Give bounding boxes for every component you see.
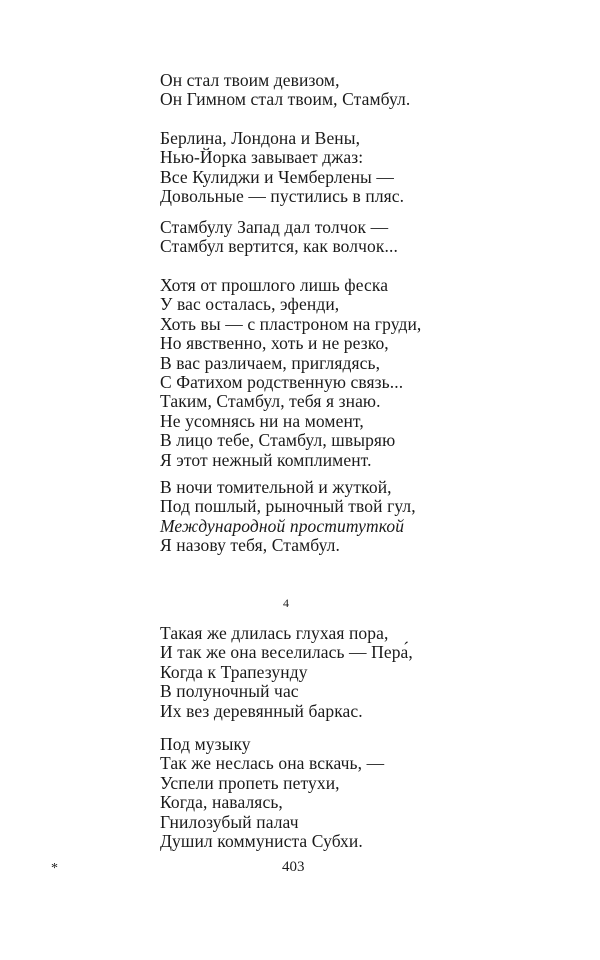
page-number: 403: [282, 859, 305, 875]
poem-line: Когда к Трапезунду: [160, 661, 308, 682]
poem-line: Хотя от прошлого лишь феска: [160, 275, 389, 295]
poem-line: Таким, Стамбул, тебя я знаю.: [160, 391, 381, 412]
poem-line: Стамбул вертится, как волчок...: [160, 236, 398, 257]
poem-line: Так же неслась она вскачь, —: [160, 753, 385, 774]
poem-line: Я этот нежный комплимент.: [160, 449, 372, 470]
stanza-4: [160, 276, 421, 470]
poem-line: С Фатихом родственную связь...: [160, 372, 404, 393]
poem-line: Берлина, Лондона и Вены,: [160, 128, 361, 148]
stanza-2: [160, 129, 404, 207]
poem-line: Не усомнясь ни на момент,: [160, 410, 364, 431]
poem-line: В вас различаем, приглядясь,: [160, 352, 381, 373]
poem-line: Он Гимном стал твоим, Стамбул.: [160, 89, 411, 110]
poem-line: Под музыку: [160, 734, 251, 754]
margin-mark: *: [51, 861, 58, 876]
stanza-6: [160, 624, 413, 721]
poem-line: Он стал твоим девизом,: [160, 70, 340, 90]
poem-line: Я назову тебя, Стамбул.: [160, 535, 340, 556]
poem-line: Но явственно, хоть и не резко,: [160, 333, 389, 354]
poem-line: В полуночный час: [160, 681, 299, 702]
poem-line: И так же она веселилась — Пера́,: [160, 642, 413, 663]
poem-line: Когда, навалясь,: [160, 792, 283, 813]
poem-line: Все Кулиджи и Чемберлены —: [160, 166, 394, 187]
poem-line: Стамбулу Запад дал толчок —: [160, 217, 389, 237]
stanza-5: [160, 478, 416, 556]
section-number: 4: [283, 596, 289, 610]
poem-line: Их вез деревянный баркас.: [160, 700, 363, 721]
poem-line: Гнилозубый палач: [160, 811, 299, 832]
poem-line: Душил коммуниста Субхи.: [160, 831, 363, 852]
poem-line-italic: Международной проституткой: [160, 515, 405, 536]
stanza-3: [160, 218, 398, 257]
poem-line: Хоть вы — с пластроном на груди,: [160, 313, 422, 334]
poem-line: Успели пропеть петухи,: [160, 772, 340, 793]
poem-line: Такая же длилась глухая пора,: [160, 623, 389, 643]
poem-line: В лицо тебе, Стамбул, швыряю: [160, 430, 396, 451]
poem-line: Довольные — пустились в пляс.: [160, 186, 405, 207]
stanza-1: [160, 71, 410, 110]
poem-line: В ночи томительной и жуткой,: [160, 477, 392, 497]
stanza-7: [160, 735, 384, 851]
poem-line: Нью-Йорка завывает джаз:: [160, 147, 364, 168]
poem-line: У вас осталась, эфенди,: [160, 294, 340, 315]
poem-line: Под пошлый, рыночный твой гул,: [160, 496, 416, 517]
